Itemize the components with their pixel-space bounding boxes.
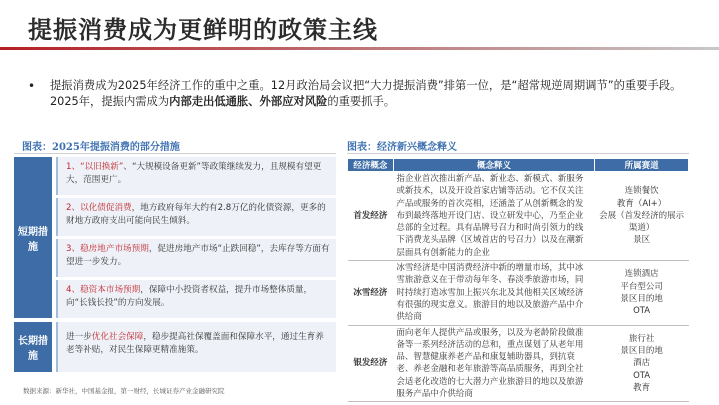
track-item: 会展（首发经济的展示渠道） [599, 210, 685, 234]
measure-prefix: 进一步 [66, 332, 92, 342]
bullet-dot: • [28, 79, 36, 93]
track-item: OTA [633, 370, 651, 381]
measure-item [56, 322, 336, 372]
track-item: 酒店 [633, 358, 651, 369]
track-item: 景区目的地 [620, 293, 663, 304]
table-row [348, 325, 689, 402]
measure-highlight: 稳资本市场预期 [80, 285, 141, 295]
track-item: 景区 [633, 235, 651, 246]
concept-cell: 冰雪经济 [348, 261, 394, 325]
measure-text: ，促进房地产市场“止跌回稳”，去库存等方面有望进一步发力。 [66, 244, 330, 267]
left-caption: 图表：2025年提振消费的部分措施 [22, 142, 180, 153]
right-caption: 图表：经济新兴概念释义 [347, 142, 457, 153]
concept-cell: 银发经济 [348, 325, 394, 402]
summary-text [50, 78, 690, 110]
measure-text: ，稳步提高社保覆盖面和保障水平，通过生育养老等补贴，对民生保障更精准施策。 [66, 332, 324, 355]
table-header-row [348, 159, 689, 172]
table-row [348, 261, 689, 325]
measure-text: 、“大规模设备更新”等政策继续发力，且规模有望更大，范围更广。 [66, 162, 322, 185]
measure-number: 2、 [66, 203, 81, 213]
measure-number: 1、 [66, 162, 81, 172]
left-caption-rule [14, 153, 336, 154]
track-item: OTA [633, 306, 651, 317]
short-term-label: 短期措施 [14, 157, 52, 318]
definition-cell: 冰雪经济是中国消费经济中新的增量市场，其中冰雪旅游意义在于带动每年冬、春淡季旅游市场，同时持续打造冰雪加上振兴东北及其他相关区域经济有很强的现实意义。旅游目的地以及旅游产品中介供给商 [393, 261, 594, 325]
concept-cell: 首发经济 [348, 172, 394, 261]
track-item: 教育（AI+） [616, 198, 667, 209]
measure-item [56, 157, 336, 195]
summary-text-a: 提振消费成为2025年经济工作的重中之重。12月政治局会议把“大力提振消费”排第一位，是“超常规逆周期调节”的重要手段。2025年，提振内需成为 [50, 79, 682, 108]
measure-highlight: “以旧换新” [80, 162, 124, 172]
long-term-label: 长期措施 [14, 322, 52, 372]
track-item: 景区目的地 [620, 346, 663, 356]
measure-highlight: 稳房地产市场预期 [80, 244, 149, 254]
measure-number: 4、 [66, 285, 81, 295]
track-item: 连锁酒店 [624, 269, 659, 280]
title-underline [0, 47, 719, 50]
measure-text: ，地方政府每年大约有2.8万亿的化债资源，更多的财地方政府支出可能向民生倾斜。 [66, 203, 326, 226]
track-item: 教育 [633, 382, 651, 393]
measure-highlight: 以化债促消费 [80, 203, 132, 213]
page-title: 提振消费成为更鲜明的政策主线 [28, 16, 378, 44]
measure-item [56, 198, 336, 236]
tracks-cell [595, 325, 689, 402]
long-term-items [56, 322, 336, 372]
title-bar [0, 0, 719, 50]
right-caption-rule [347, 153, 689, 154]
table-row [348, 172, 689, 261]
header-concept: 经济概念 [348, 159, 394, 172]
track-item: 平台型公司 [620, 281, 663, 292]
track-item: 旅行社 [628, 333, 655, 344]
measure-number: 3、 [66, 244, 81, 254]
tracks-cell [595, 261, 689, 325]
short-term-items [56, 157, 336, 318]
measure-text: ，保障中小投资者权益，提升市场整体质量，向“长钱长投”的方向发展。 [66, 285, 313, 308]
measures-panel [14, 157, 336, 372]
definition-cell: 指企业首次推出新产品、新业态、新模式、新服务或新技术，以及开设首家店铺等活动。它不仅关注产品或服务的首次亮相，还涵盖了从创新概念的发布到最终落地开设门店、设立研发中心，乃至企业总部的全过程。具有品牌号召力和时尚引领力的线下消费龙头品牌（区域首店的号召力）以及在潮新层面具有创新能力的企业 [393, 172, 594, 261]
concepts-table [347, 158, 689, 402]
header-tracks: 所属赛道 [595, 159, 689, 172]
measure-highlight: 优化社会保障 [91, 332, 144, 342]
summary-text-c: 的重要抓手。 [327, 95, 396, 108]
track-item: 连锁餐饮 [624, 186, 659, 197]
measure-item [56, 280, 336, 318]
definition-cell: 面向老年人提供产品或服务，以及为老龄阶段做准备等一系列经济活动的总和，重点谋划了从老年用品、智慧健康养老产品和康复辅助器具，到抗衰老、养老金融和老年旅游等高品质服务，再到全社会适老化改造的七大潜力产业旅游目的地以及旅游服务产品中介供给商 [393, 325, 594, 402]
measure-item [56, 239, 336, 277]
summary-text-emphasis: 内部走出低通胀、外部应对风险 [169, 95, 328, 108]
data-source-note: 数据来源：新华社，中国基金报，第一财经，长城证券产业金融研究院 [23, 387, 225, 395]
tracks-cell [595, 172, 689, 261]
header-definition: 概念释义 [393, 159, 594, 172]
